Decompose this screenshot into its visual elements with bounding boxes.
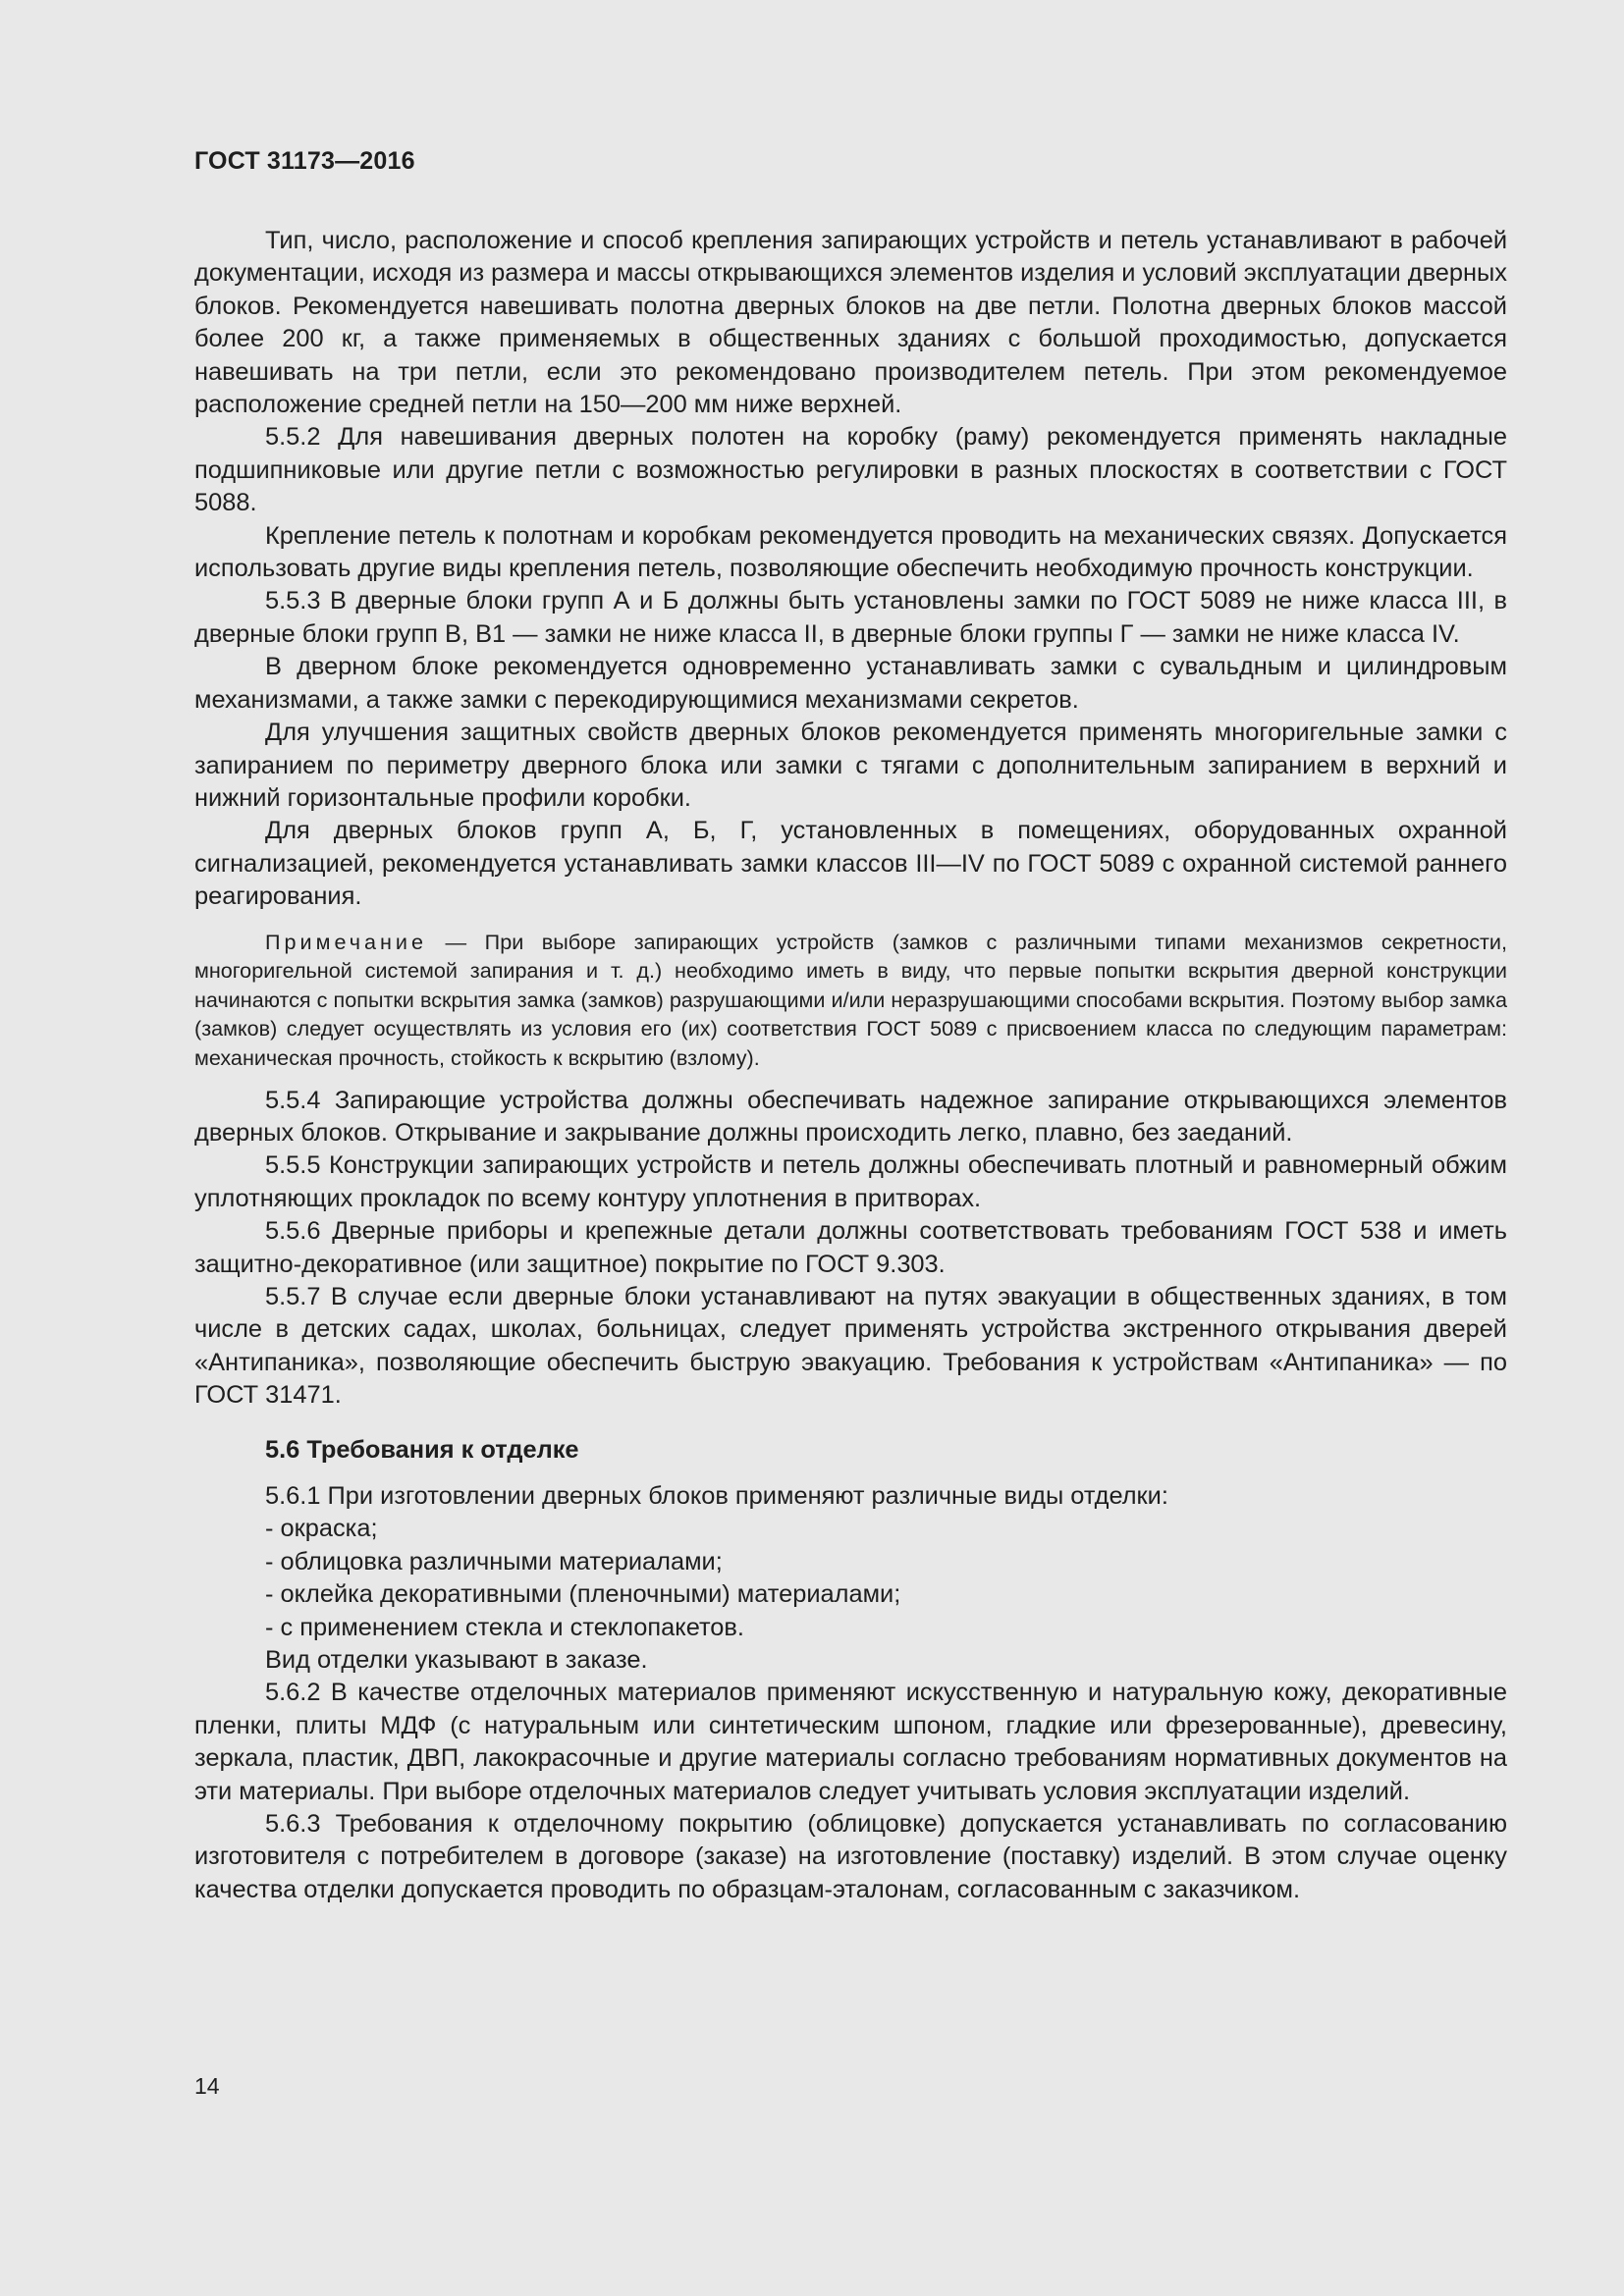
document-header: ГОСТ 31173—2016 xyxy=(194,147,415,175)
paragraph-5-5-7: 5.5.7 В случае если дверные блоки устанавливают на путях эвакуации в общественных зданиях, в том числе в детских садах, школах, больницах, следует применять устройства экстренного открывания дверей «Антипаника», позволяющие обеспечить быструю эвакуацию. Требования к устройствам «Антипаника» — по ГОСТ 31471. xyxy=(194,1282,1507,1410)
paragraph: Для дверных блоков групп А, Б, Г, установленных в помещениях, оборудованных охранной сигнализацией, рекомендуется устанавливать замки классов III—IV по ГОСТ 5089 с охранной системой раннего реагирования. xyxy=(194,817,1507,911)
list-item: - оклейка декоративными (пленочными) материалами; xyxy=(265,1580,901,1609)
paragraph-5-6-1: 5.6.1 При изготовлении дверных блоков применяют различные виды отделки: xyxy=(265,1481,1168,1510)
paragraph: Для улучшения защитных свойств дверных блоков рекомендуется применять многоригельные замки с запиранием по периметру дверного блока или замки с тягами с дополнительным запиранием в верхний и нижний горизонтальные профили коробки. xyxy=(194,719,1507,812)
note-text: — При выборе запирающих устройств (замков с различными типами механизмов секретности, многоригельной системой запирания и т. д.) необходимо иметь в виду, что первые попытки вскрытия дверной конструкции начинаются с попытки вскрытия замка (замков) разрушающими и/или неразрушающими способами вскрытия. Поэтому выбор замка (замков) следует осуществлять из условия его (их) соответствия ГОСТ 5089 с присвоением класса по следующим параметрам: механическая прочность, стойкость к вскрытию (взлому). xyxy=(194,929,1507,1070)
page-number: 14 xyxy=(194,2073,220,2099)
note xyxy=(194,928,1507,1073)
paragraph-5-5-3: 5.5.3 В дверные блоки групп А и Б должны быть установлены замки по ГОСТ 5089 не ниже класса III, в дверные блоки групп В, В1 — замки не ниже класса II, в дверные блоки группы Г — замки не ниже класса IV. xyxy=(194,587,1507,648)
paragraph-5-5-2: 5.5.2 Для навешивания дверных полотен на коробку (раму) рекомендуется применять накладные подшипниковые или другие петли с возможностью регулировки в разных плоскостях в соответствии с ГОСТ 5088. xyxy=(194,423,1507,517)
paragraph-5-5-4: 5.5.4 Запирающие устройства должны обеспечивать надежное запирание открывающихся элементов дверных блоков. Открывание и закрывание должны происходить легко, плавно, без заеданий. xyxy=(194,1086,1507,1147)
note-label: Примечание xyxy=(265,929,427,954)
paragraph: Тип, число, расположение и способ крепления запирающих устройств и петель устанавливают в рабочей документации, исходя из размера и массы открывающихся элементов изделия и условий эксплуатации дверных блоков. Рекомендуется навешивать полотна дверных блоков на две петли. Полотна дверных блоков массой более 200 кг, а также применяемых в общественных зданиях с большой проходимостью, допускается навешивать на три петли, если это рекомендовано производителем петель. При этом рекомендуемое расположение средней петли на 150—200 мм ниже верхней. xyxy=(194,227,1507,419)
section-title: 5.6 Требования к отделке xyxy=(265,1435,579,1464)
document-body xyxy=(194,225,1507,1906)
list-item: - облицовка различными материалами; xyxy=(265,1547,723,1575)
paragraph: Крепление петель к полотнам и коробкам рекомендуется проводить на механических связях. Допускается использовать другие виды крепления петель, позволяющие обеспечить необходимую прочность конструкции. xyxy=(194,521,1507,583)
paragraph-5-6-3: 5.6.3 Требования к отделочному покрытию (облицовке) допускается устанавливать по согласованию изготовителя с потребителем в договоре (заказе) на изготовление (поставку) изделий. В этом случае оценку качества отделки допускается проводить по образцам-эталонам, согласованным с заказчиком. xyxy=(194,1810,1507,1903)
paragraph-5-5-5: 5.5.5 Конструкции запирающих устройств и петель должны обеспечивать плотный и равномерный обжим уплотняющих прокладок по всему контуру уплотнения в притворах. xyxy=(194,1151,1507,1212)
paragraph-5-5-6: 5.5.6 Дверные приборы и крепежные детали должны соответствовать требованиям ГОСТ 538 и иметь защитно-декоративное (или защитное) покрытие по ГОСТ 9.303. xyxy=(194,1217,1507,1278)
paragraph: Вид отделки указывают в заказе. xyxy=(265,1646,648,1674)
list-item: - окраска; xyxy=(265,1515,378,1543)
list-item: - с применением стекла и стеклопакетов. xyxy=(265,1613,744,1641)
paragraph: В дверном блоке рекомендуется одновременно устанавливать замки с сувальдным и цилиндровым механизмами, а также замки с перекодирующимися механизмами секретов. xyxy=(194,653,1507,714)
paragraph-5-6-2: 5.6.2 В качестве отделочных материалов применяют искусственную и натуральную кожу, декоративные пленки, плиты МДФ (с натуральным или синтетическим шпоном, гладкие или фрезерованные), древесину, зеркала, пластик, ДВП, лакокрасочные и другие материалы согласно требованиям нормативных документов на эти материалы. При выборе отделочных материалов следует учитывать условия эксплуатации изделий. xyxy=(194,1679,1507,1805)
